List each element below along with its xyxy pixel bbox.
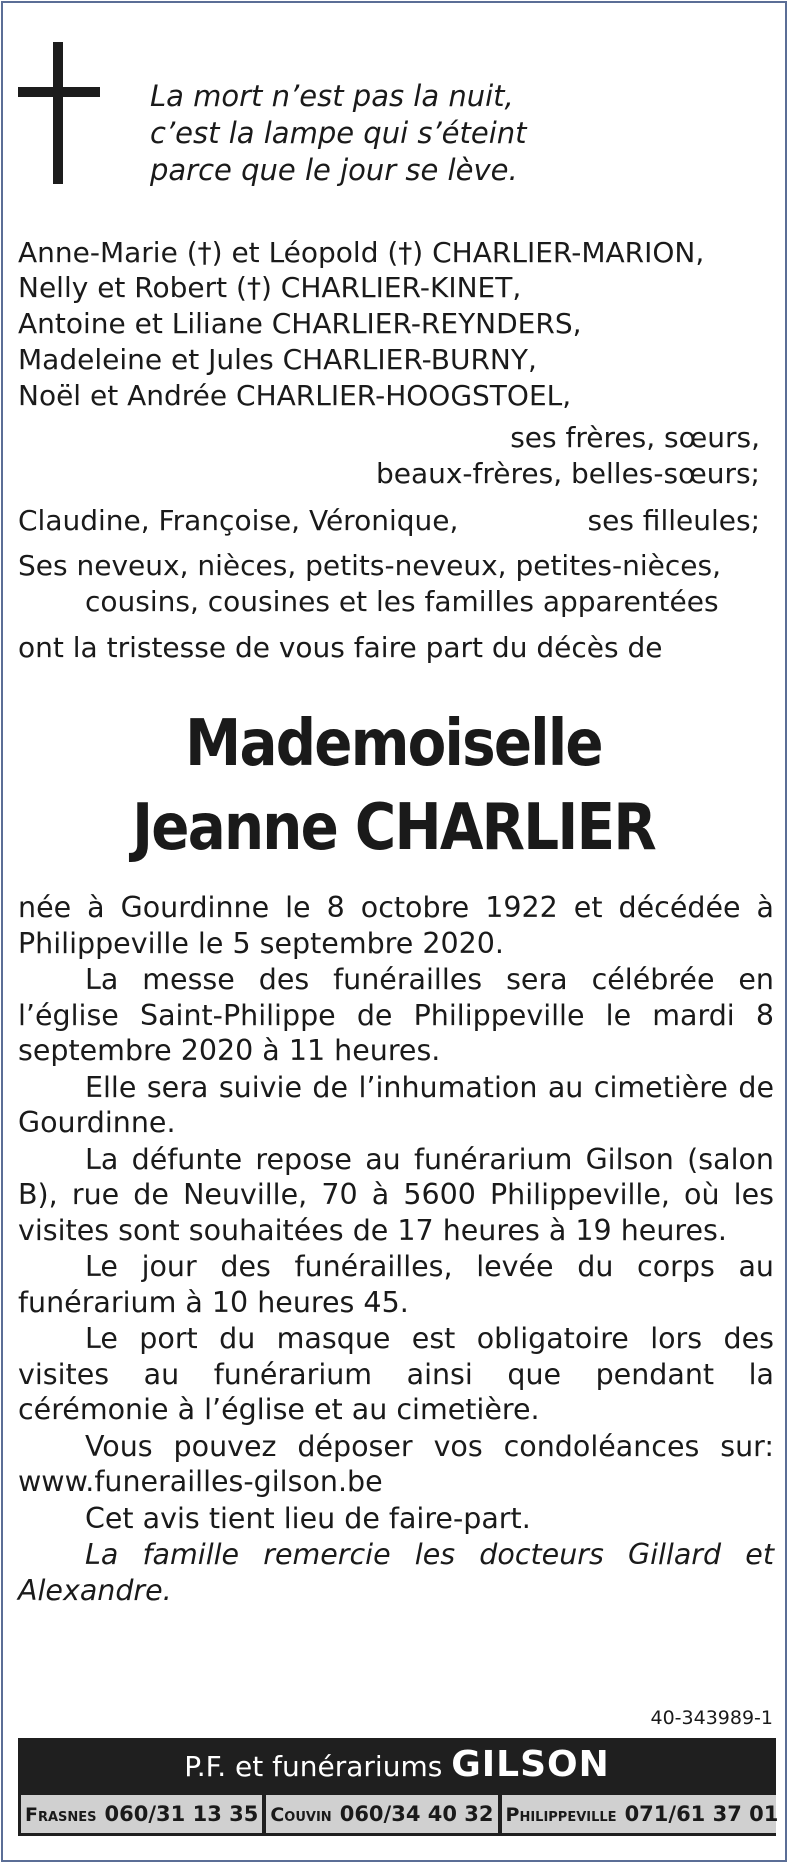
contact-city: Frasnes bbox=[25, 1804, 97, 1826]
family-line: Noël et Andrée CHARLIER-HOOGSTOEL, bbox=[18, 379, 572, 412]
funeral-home-contacts bbox=[18, 1792, 779, 1836]
goddaughters-names: Claudine, Françoise, Véronique, bbox=[18, 504, 459, 537]
deceased-title: Mademoiselle bbox=[185, 707, 602, 781]
cross-icon-bar bbox=[18, 87, 100, 97]
family-line: Antoine et Liliane CHARLIER-REYNDERS, bbox=[18, 307, 582, 340]
burial-paragraph: Elle sera suivie de l’inhumation au cimetière de Gourdinne. bbox=[18, 1070, 774, 1139]
goddaughters-role: ses filleules; bbox=[587, 504, 760, 537]
family-line: Nelly et Robert (†) CHARLIER-KINET, bbox=[18, 271, 522, 304]
condolences-paragraph: Vous pouvez déposer vos condoléances sur: www.funerailles-gilson.be bbox=[18, 1429, 774, 1498]
epigraph-line: La mort n’est pas la nuit, bbox=[150, 79, 514, 113]
deceased-name: Jeanne CHARLIER bbox=[132, 791, 655, 865]
epigraph bbox=[150, 78, 527, 189]
family-line: Anne-Marie (†) et Léopold (†) CHARLIER-MARION, bbox=[18, 236, 705, 269]
mass-paragraph: La messe des funérailles sera célébrée en l’église Saint-Philippe de Philippeville le mardi 8 septembre 2020 à 11 heures. bbox=[18, 963, 774, 1067]
announcement: ont la tristesse de vous faire part du décès de bbox=[18, 631, 663, 664]
mask-paragraph: Le port du masque est obligatoire lors des visites au funérarium ainsi que pendant la cérémonie à l’église et au cimetière. bbox=[18, 1322, 774, 1426]
family-line: Madeleine et Jules CHARLIER-BURNY, bbox=[18, 343, 537, 376]
notice-paragraph: Cet avis tient lieu de faire-part. bbox=[85, 1501, 531, 1535]
funeral-day-paragraph: Le jour des funérailles, levée du corps au funérarium à 10 heures 45. bbox=[18, 1250, 774, 1319]
thanks-paragraph: La famille remercie les docteurs Gillard et Alexandre. bbox=[18, 1538, 774, 1607]
funeral-home-banner bbox=[18, 1738, 776, 1792]
family-role: ses frères, sœurs, bbox=[510, 421, 760, 454]
relatives-line: Ses neveux, nièces, petits-neveux, petites-nièces, bbox=[18, 549, 721, 582]
contact-couvin bbox=[266, 1795, 497, 1833]
notice-body bbox=[18, 890, 774, 1609]
epigraph-line: parce que le jour se lève. bbox=[150, 153, 518, 187]
funeral-home-prefix: P.F. et funérariums bbox=[184, 1750, 443, 1783]
contact-city: Couvin bbox=[270, 1804, 332, 1826]
contact-phone: 060/34 40 32 bbox=[339, 1802, 494, 1826]
cross-icon bbox=[53, 42, 63, 184]
contact-phone: 071/61 37 01 bbox=[624, 1802, 779, 1826]
visitation-paragraph: La défunte repose au funérarium Gilson (salon B), rue de Neuville, 70 à 5600 Philippeville, où les visites sont souhaitées de 17 heures à 19 heures. bbox=[18, 1142, 774, 1247]
reference-number: 40-343989-1 bbox=[650, 1707, 773, 1729]
birth-death-paragraph: née à Gourdinne le 8 octobre 1922 et décédée à Philippeville le 5 septembre 2020. bbox=[18, 891, 774, 960]
funeral-home-brand: GILSON bbox=[451, 1744, 610, 1785]
contact-philippeville bbox=[502, 1795, 779, 1833]
relatives-line: cousins, cousines et les familles apparentées bbox=[85, 585, 719, 618]
family-role: beaux-frères, belles-sœurs; bbox=[375, 457, 760, 490]
contact-phone: 060/31 13 35 bbox=[104, 1802, 259, 1826]
epigraph-line: c’est la lampe qui s’éteint bbox=[150, 116, 527, 150]
contact-frasnes bbox=[21, 1795, 262, 1833]
contact-city: Philippeville bbox=[505, 1804, 617, 1826]
